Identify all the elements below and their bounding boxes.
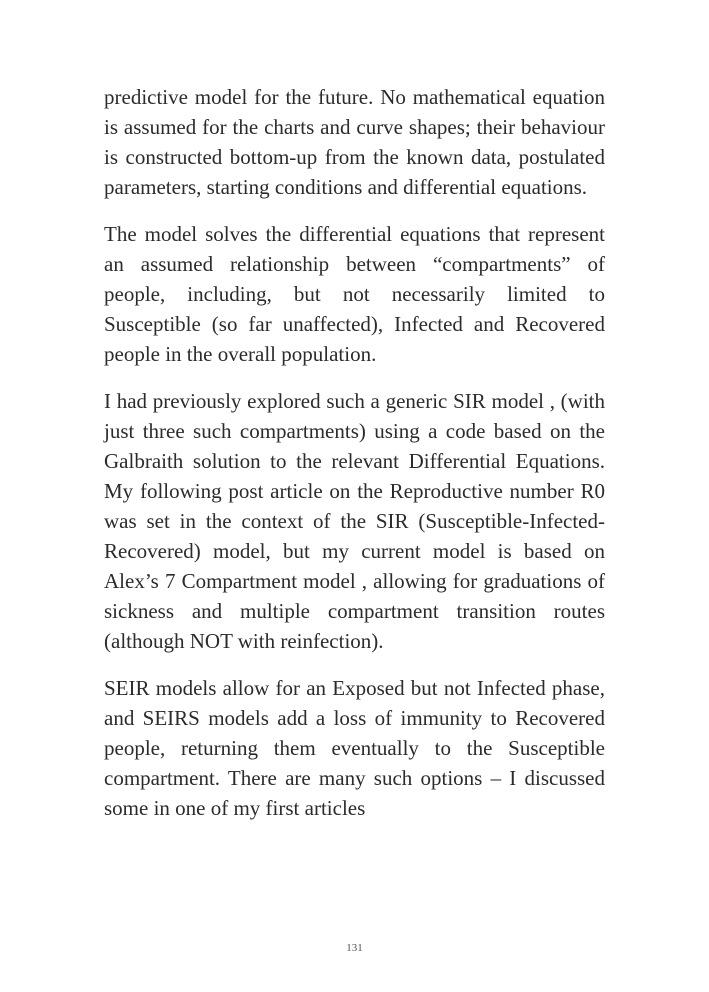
page-body <box>104 82 605 840</box>
paragraph-3: I had previously explored such a generic SIR model , (with just three such compartments) using a code based on the Galbraith solution to the relevant Differential Equations. My following post article on the Reproductive number R0 was set in the context of the SIR (Susceptible-Infected-Recovered) model, but my current model is based on Alex’s 7 Compartment model , allowing for graduations of sickness and multiple compartment transition routes (although NOT with reinfection). <box>104 389 605 653</box>
paragraph-1: predictive model for the future. No mathematical equation is assumed for the charts and curve shapes; their behaviour is constructed bottom-up from the known data, postulated parameters, starting conditions and differential equations. <box>104 85 605 199</box>
paragraph-2: The model solves the differential equations that represent an assumed relationship between “compartments” of people, including, but not necessarily limited to Susceptible (so far unaffected), Infected and Recovered people in the overall population. <box>104 222 605 366</box>
page-number: 131 <box>346 942 363 954</box>
paragraph-4: SEIR models allow for an Exposed but not Infected phase, and SEIRS models add a loss of immunity to Recovered people, returning them eventually to the Susceptible compartment. There are many such options – I discussed some in one of my first articles <box>104 676 605 820</box>
